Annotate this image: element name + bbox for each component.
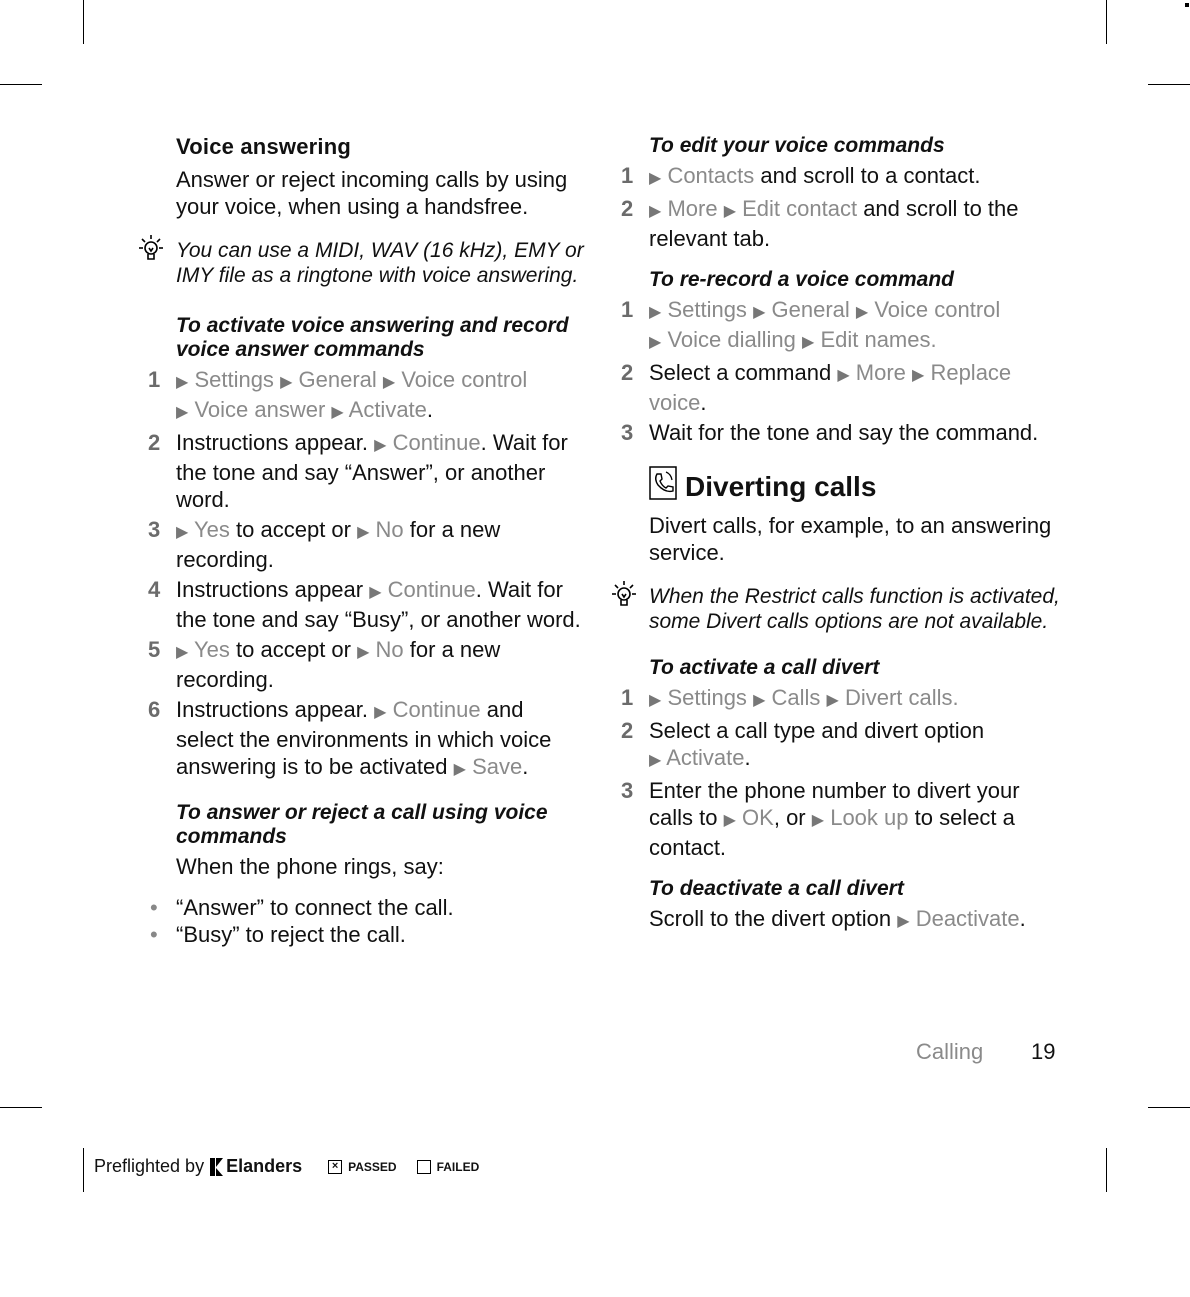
passed-checkbox: × [328, 1160, 342, 1174]
rerecord-steps [621, 296, 1064, 446]
tip-text: You can use a MIDI, WAV (16 kHz), EMY or IMY file as a ringtone with voice answering. [176, 239, 584, 287]
passed-label: PASSED [348, 1159, 397, 1174]
diverting-text: Divert calls, for example, to an answering service. [649, 513, 1052, 565]
lightbulb-tip-icon [607, 578, 641, 618]
list-item: 1 ▶ Settings ▶ General ▶ Voice control ▶ Voice dialling ▶ Edit names. [621, 297, 1001, 352]
activate-voice-steps [148, 366, 586, 783]
activate-divert-heading: To activate a call divert [649, 656, 880, 679]
diverting-calls-title: Diverting calls [649, 466, 1064, 508]
rerecord-heading: To re-record a voice command [649, 268, 954, 291]
list-item: 6 Instructions appear. ▶ Continue and select the environments in which voice answering is to be activated ▶ Save. [148, 697, 552, 779]
list-item: 3 Enter the phone number to divert your calls to ▶ OK, or ▶ Look up to select a contact. [621, 778, 1020, 860]
preflight-stamp [94, 1156, 479, 1177]
edit-voice-heading: To edit your voice commands [649, 134, 945, 157]
failed-checkbox [417, 1160, 431, 1174]
voice-answering-text: Answer or reject incoming calls by using your voice, when using a handsfree. [176, 167, 568, 219]
tip-text: When the Restrict calls function is activated, some Divert calls options are not available. [649, 585, 1060, 633]
crop-mark [0, 1107, 42, 1108]
activate-divert-steps [621, 684, 1064, 861]
list-item: • “Busy” to reject the call. [176, 921, 586, 948]
list-item: 2 ▶ More ▶ Edit contact and scroll to the relevant tab. [621, 196, 1019, 251]
page-number: 19 [1031, 1039, 1056, 1064]
failed-label: FAILED [436, 1159, 480, 1174]
list-item: 1 ▶ Contacts and scroll to a contact. [621, 163, 981, 188]
list-item: 2 Select a command ▶ More ▶ Replace voice. [621, 360, 1012, 415]
voice-answering-title: Voice answering [176, 134, 351, 159]
voice-command-bullets [176, 894, 586, 948]
crop-mark [83, 0, 84, 44]
answer-intro: When the phone rings, say: [176, 854, 444, 879]
left-column [148, 134, 586, 948]
crop-mark [1148, 84, 1190, 85]
deactivate-text: Scroll to the divert option ▶ Deactivate. [649, 906, 1026, 931]
crop-mark [1106, 1148, 1107, 1192]
crop-mark [1106, 0, 1107, 44]
list-item: 1 ▶ Settings ▶ Calls ▶ Divert calls. [621, 685, 959, 710]
lightbulb-tip-icon [134, 232, 168, 272]
list-item: 2 Instructions appear. ▶ Continue. Wait for the tone and say “Answer”, or another word. [148, 430, 568, 512]
list-item: 5 ▶ Yes to accept or ▶ No for a new recording. [148, 637, 501, 692]
list-item: • “Answer” to connect the call. [176, 894, 586, 921]
phone-divert-icon [649, 466, 677, 508]
tip-note [649, 584, 1064, 634]
registration-dot [1185, 3, 1189, 7]
list-item: 4 Instructions appear ▶ Continue. Wait for the tone and say “Busy”, or another word. [148, 577, 581, 632]
crop-mark [1148, 1107, 1190, 1108]
right-column [621, 134, 1064, 935]
preflight-label: Preflighted by [94, 1156, 205, 1176]
list-item: 3 Wait for the tone and say the command. [621, 420, 1039, 445]
edit-voice-steps [621, 162, 1064, 252]
list-item: 3 ▶ Yes to accept or ▶ No for a new recording. [148, 517, 501, 572]
answer-reject-heading: To answer or reject a call using voice commands [176, 801, 548, 848]
footer-section-label: Calling [916, 1039, 984, 1064]
list-item: 1 ▶ Settings ▶ General ▶ Voice control ▶ Voice answer ▶ Activate. [148, 367, 528, 422]
elanders-logo [210, 1156, 302, 1177]
list-item: 2 Select a call type and divert option ▶ Activate. [621, 718, 985, 770]
activate-voice-heading: To activate voice answering and record voice answer commands [176, 314, 569, 361]
tip-note [176, 238, 586, 288]
crop-mark [0, 84, 42, 85]
elanders-brand: Elanders [226, 1156, 303, 1176]
crop-mark [83, 1148, 84, 1192]
deactivate-divert-heading: To deactivate a call divert [649, 877, 904, 900]
